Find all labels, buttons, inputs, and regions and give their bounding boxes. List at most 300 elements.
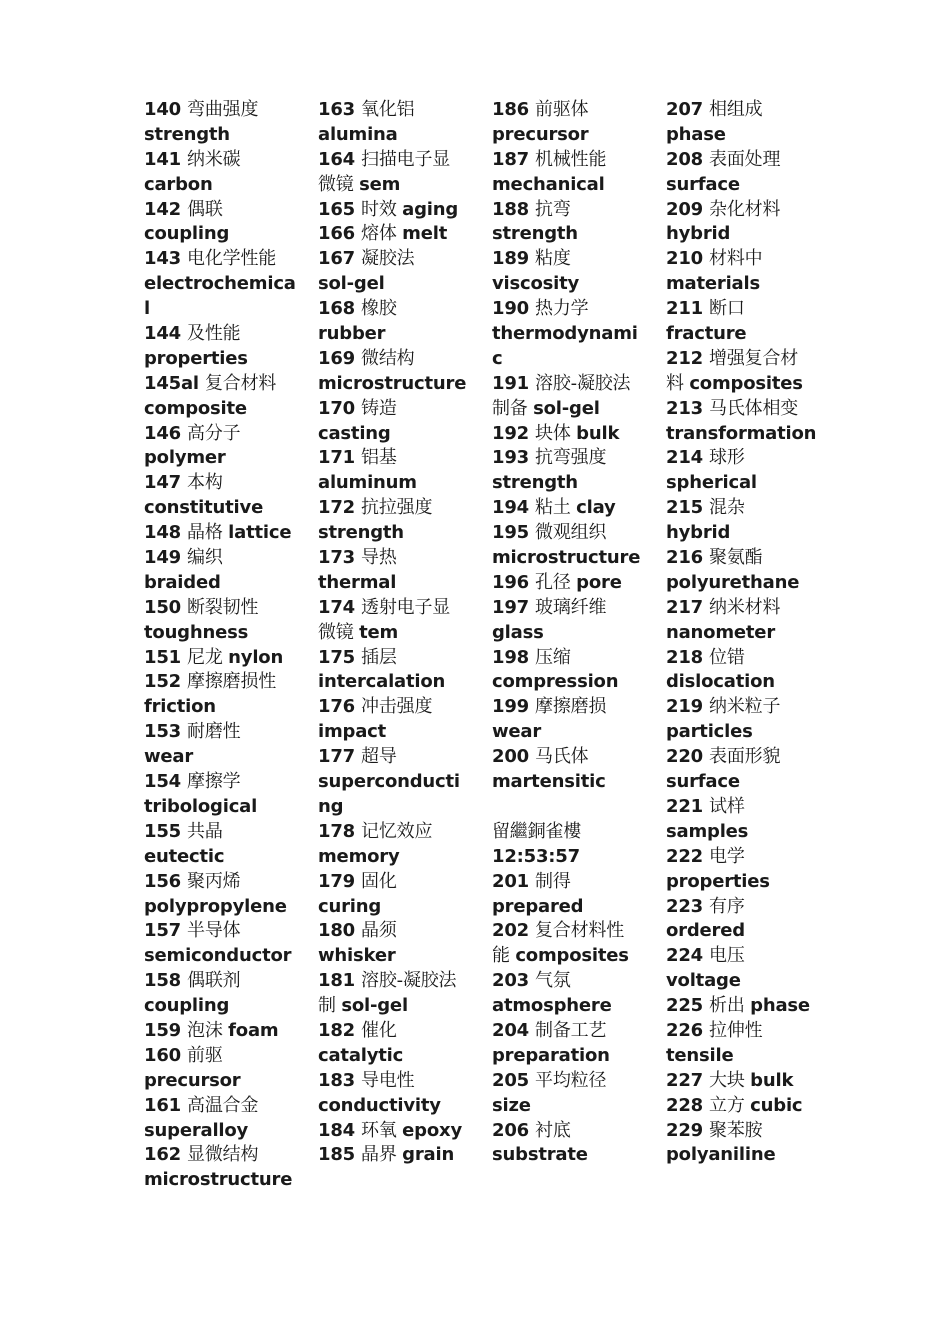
glossary-line bbox=[144, 670, 316, 695]
glossary-line bbox=[666, 820, 838, 845]
glossary-line bbox=[666, 795, 838, 820]
term-bold-text: 148 bbox=[144, 522, 188, 544]
term-bold-text: bulk bbox=[576, 422, 620, 444]
glossary-column-3 bbox=[492, 98, 664, 1168]
term-bold-text: 207 bbox=[666, 99, 710, 120]
term-bold-text: 159 bbox=[144, 1019, 188, 1041]
glossary-line bbox=[666, 173, 838, 198]
term-bold-text: 172 bbox=[318, 497, 362, 519]
term-text: 平均粒径 bbox=[535, 1069, 607, 1091]
glossary-line bbox=[492, 446, 664, 471]
term-bold-text: 158 bbox=[144, 970, 188, 992]
glossary-line bbox=[492, 496, 664, 521]
glossary-line bbox=[666, 198, 838, 223]
term-bold-text: 149 bbox=[144, 547, 188, 569]
term-bold-text: memory bbox=[318, 845, 400, 867]
term-text: 压缩 bbox=[535, 646, 571, 668]
term-bold-text: c bbox=[492, 347, 503, 369]
term-text: 弯曲强度 bbox=[187, 99, 259, 120]
glossary-line bbox=[492, 770, 664, 795]
glossary-line bbox=[144, 944, 316, 969]
term-bold-text: 165 bbox=[318, 198, 362, 220]
term-bold-text: 223 bbox=[666, 895, 710, 917]
term-bold-text: 190 bbox=[492, 298, 536, 320]
term-text: 前驱体 bbox=[535, 99, 589, 120]
term-text: 微结构 bbox=[361, 347, 415, 369]
term-bold-text: coupling bbox=[144, 223, 230, 245]
glossary-line bbox=[666, 247, 838, 272]
term-text: 溶胶-凝胶法 bbox=[361, 970, 457, 992]
term-bold-text: 144 bbox=[144, 323, 188, 345]
glossary-line bbox=[144, 546, 316, 571]
glossary-line bbox=[318, 571, 490, 596]
term-text: 纳米粒子 bbox=[709, 696, 781, 718]
glossary-line bbox=[318, 1119, 490, 1144]
term-text: 粘度 bbox=[535, 248, 571, 270]
term-bold-text: 191 bbox=[492, 372, 536, 394]
glossary-line bbox=[318, 1044, 490, 1069]
glossary-line bbox=[492, 1119, 664, 1144]
term-bold-text: 212 bbox=[666, 347, 710, 369]
glossary-line bbox=[492, 123, 664, 148]
glossary-line bbox=[666, 521, 838, 546]
term-bold-text: 152 bbox=[144, 671, 188, 693]
term-text: 能 bbox=[492, 945, 516, 967]
term-bold-text: properties bbox=[666, 870, 770, 892]
term-bold-text: viscosity bbox=[492, 273, 580, 295]
term-text: 晶界 bbox=[361, 1144, 403, 1166]
term-text: 复合材料性 bbox=[535, 920, 625, 942]
term-text: 热力学 bbox=[535, 298, 589, 320]
term-bold-text: 182 bbox=[318, 1019, 362, 1041]
term-text: 制备工艺 bbox=[535, 1019, 607, 1041]
term-bold-text: coupling bbox=[144, 995, 230, 1017]
glossary-line bbox=[492, 745, 664, 770]
term-bold-text: 162 bbox=[144, 1144, 188, 1166]
glossary-line bbox=[144, 695, 316, 720]
term-bold-text: conductivity bbox=[318, 1094, 441, 1116]
term-text: 及性能 bbox=[187, 323, 241, 345]
term-bold-text: casting bbox=[318, 422, 391, 444]
glossary-line bbox=[666, 446, 838, 471]
term-bold-text: tem bbox=[359, 621, 399, 643]
term-text: 微镜 bbox=[318, 621, 360, 643]
glossary-line bbox=[318, 521, 490, 546]
term-bold-text: curing bbox=[318, 895, 382, 917]
glossary-line bbox=[144, 994, 316, 1019]
glossary-line bbox=[318, 596, 490, 621]
term-text: 催化 bbox=[361, 1019, 397, 1041]
glossary-line bbox=[318, 471, 490, 496]
glossary-line bbox=[666, 1094, 838, 1119]
glossary-line bbox=[318, 1094, 490, 1119]
glossary-line bbox=[666, 695, 838, 720]
term-bold-text: voltage bbox=[666, 970, 741, 992]
glossary-line bbox=[318, 919, 490, 944]
term-bold-text: hybrid bbox=[666, 522, 731, 544]
term-bold-text: atmosphere bbox=[492, 995, 612, 1017]
term-bold-text: friction bbox=[144, 696, 216, 718]
glossary-line bbox=[144, 646, 316, 671]
term-bold-text: 195 bbox=[492, 522, 536, 544]
glossary-line bbox=[144, 98, 316, 123]
term-text: 玻璃纤维 bbox=[535, 596, 607, 618]
glossary-line bbox=[666, 496, 838, 521]
term-bold-text: compression bbox=[492, 671, 619, 693]
glossary-line bbox=[492, 670, 664, 695]
term-text: 电化学性能 bbox=[187, 248, 277, 270]
term-bold-text: 206 bbox=[492, 1119, 536, 1141]
glossary-line bbox=[666, 845, 838, 870]
glossary-line bbox=[666, 222, 838, 247]
glossary-line bbox=[144, 1143, 316, 1168]
term-text: 凝胶法 bbox=[361, 248, 415, 270]
term-bold-text: 215 bbox=[666, 497, 710, 519]
term-text: 拉伸性 bbox=[709, 1019, 763, 1041]
term-text: 扫描电子显 bbox=[361, 148, 451, 170]
glossary-line bbox=[666, 720, 838, 745]
term-text: 氧化铝 bbox=[361, 99, 415, 120]
term-bold-text: nanometer bbox=[666, 621, 775, 643]
glossary-line bbox=[144, 322, 316, 347]
term-text: 抗弯强度 bbox=[535, 447, 607, 469]
term-bold-text: 214 bbox=[666, 447, 710, 469]
glossary-line bbox=[144, 820, 316, 845]
glossary-line bbox=[144, 173, 316, 198]
glossary-line bbox=[144, 596, 316, 621]
term-text: 半导体 bbox=[187, 920, 241, 942]
term-bold-text: 229 bbox=[666, 1119, 710, 1141]
glossary-column-4 bbox=[666, 98, 838, 1168]
term-bold-text: ordered bbox=[666, 920, 745, 942]
term-bold-text: superconducti bbox=[318, 771, 460, 793]
glossary-line bbox=[492, 397, 664, 422]
term-text: 摩擦磨损性 bbox=[187, 671, 277, 693]
term-text: 固化 bbox=[361, 870, 397, 892]
glossary-line bbox=[666, 994, 838, 1019]
term-text: 球形 bbox=[709, 447, 745, 469]
glossary-line bbox=[318, 397, 490, 422]
glossary-line bbox=[318, 272, 490, 297]
term-bold-text: substrate bbox=[492, 1144, 588, 1166]
term-bold-text: 185 bbox=[318, 1144, 362, 1166]
term-text: 偶联剂 bbox=[187, 970, 241, 992]
term-bold-text: 199 bbox=[492, 696, 536, 718]
term-bold-text: glass bbox=[492, 621, 544, 643]
glossary-line bbox=[492, 1143, 664, 1168]
term-bold-text: 210 bbox=[666, 248, 710, 270]
glossary-line bbox=[492, 571, 664, 596]
term-bold-text: superalloy bbox=[144, 1119, 249, 1141]
glossary-line bbox=[492, 1044, 664, 1069]
term-bold-text: pore bbox=[576, 571, 622, 593]
glossary-line bbox=[144, 895, 316, 920]
glossary-line bbox=[666, 670, 838, 695]
term-bold-text: materials bbox=[666, 273, 760, 295]
term-bold-text: 189 bbox=[492, 248, 536, 270]
glossary-line bbox=[492, 322, 664, 347]
term-bold-text: thermodynami bbox=[492, 323, 638, 345]
glossary-line bbox=[318, 969, 490, 994]
glossary-line bbox=[492, 546, 664, 571]
glossary-line bbox=[492, 272, 664, 297]
term-bold-text: 216 bbox=[666, 547, 710, 569]
term-bold-text: 226 bbox=[666, 1019, 710, 1041]
glossary-line bbox=[492, 297, 664, 322]
glossary-line bbox=[318, 446, 490, 471]
term-text: 块体 bbox=[535, 422, 577, 444]
glossary-column-1 bbox=[144, 98, 316, 1193]
term-bold-text: grain bbox=[402, 1144, 455, 1166]
term-bold-text: martensitic bbox=[492, 771, 606, 793]
term-text: 表面形貌 bbox=[709, 746, 781, 768]
term-text: 断口 bbox=[709, 298, 745, 320]
glossary-line bbox=[666, 546, 838, 571]
glossary-line bbox=[666, 471, 838, 496]
term-bold-text: 194 bbox=[492, 497, 536, 519]
glossary-line bbox=[666, 870, 838, 895]
term-bold-text: sem bbox=[359, 173, 401, 195]
glossary-line bbox=[666, 372, 838, 397]
term-bold-text: 153 bbox=[144, 721, 188, 743]
term-bold-text: 186 bbox=[492, 99, 536, 120]
term-bold-text: strength bbox=[492, 223, 578, 245]
term-bold-text: 203 bbox=[492, 970, 536, 992]
term-bold-text: 168 bbox=[318, 298, 362, 320]
term-bold-text: 146 bbox=[144, 422, 188, 444]
glossary-line bbox=[492, 895, 664, 920]
term-bold-text: 140 bbox=[144, 99, 188, 120]
glossary-line bbox=[492, 969, 664, 994]
term-text: 断裂韧性 bbox=[187, 596, 259, 618]
glossary-line bbox=[318, 496, 490, 521]
glossary-line bbox=[318, 670, 490, 695]
glossary-line bbox=[492, 247, 664, 272]
term-bold-text: strength bbox=[492, 472, 578, 494]
term-bold-text: 155 bbox=[144, 820, 188, 842]
term-bold-text: dislocation bbox=[666, 671, 775, 693]
term-text: 材料中 bbox=[709, 248, 763, 270]
term-bold-text: semiconductor bbox=[144, 945, 292, 967]
term-bold-text: thermal bbox=[318, 571, 397, 593]
glossary-line bbox=[666, 297, 838, 322]
term-bold-text: tensile bbox=[666, 1044, 734, 1066]
term-bold-text: epoxy bbox=[402, 1119, 462, 1141]
term-bold-text: 178 bbox=[318, 820, 362, 842]
term-text: 试样 bbox=[709, 795, 745, 817]
glossary-line bbox=[318, 1019, 490, 1044]
glossary-line bbox=[492, 845, 664, 870]
term-text: 导热 bbox=[361, 547, 397, 569]
glossary-line bbox=[492, 621, 664, 646]
glossary-line bbox=[666, 322, 838, 347]
term-text: 记忆效应 bbox=[361, 820, 433, 842]
term-text: 机械性能 bbox=[535, 148, 607, 170]
term-bold-text: 151 bbox=[144, 646, 188, 668]
glossary-line bbox=[318, 347, 490, 372]
glossary-line bbox=[318, 820, 490, 845]
term-bold-text: 174 bbox=[318, 596, 362, 618]
term-bold-text: samples bbox=[666, 820, 749, 842]
term-bold-text: polymer bbox=[144, 447, 226, 469]
term-bold-text: 225 bbox=[666, 995, 710, 1017]
term-bold-text: 173 bbox=[318, 547, 362, 569]
term-bold-text: strength bbox=[318, 522, 404, 544]
glossary-line bbox=[144, 621, 316, 646]
glossary-line bbox=[144, 297, 316, 322]
glossary-line bbox=[492, 695, 664, 720]
term-bold-text: 219 bbox=[666, 696, 710, 718]
term-text: 聚氨酯 bbox=[709, 547, 763, 569]
term-text: 耐磨性 bbox=[187, 721, 241, 743]
term-bold-text: aluminum bbox=[318, 472, 417, 494]
term-bold-text: polypropylene bbox=[144, 895, 287, 917]
glossary-line bbox=[144, 1168, 316, 1193]
term-bold-text: 145al bbox=[144, 372, 205, 394]
term-bold-text: 218 bbox=[666, 646, 710, 668]
term-bold-text: 200 bbox=[492, 746, 536, 768]
term-bold-text: surface bbox=[666, 173, 740, 195]
glossary-line bbox=[144, 521, 316, 546]
term-bold-text: 180 bbox=[318, 920, 362, 942]
glossary-line bbox=[492, 98, 664, 123]
term-bold-text: strength bbox=[144, 123, 230, 145]
glossary-line bbox=[492, 646, 664, 671]
term-bold-text: 183 bbox=[318, 1069, 362, 1091]
glossary-line bbox=[318, 1069, 490, 1094]
term-bold-text: 227 bbox=[666, 1069, 710, 1091]
glossary-line bbox=[492, 720, 664, 745]
term-text: 纳米碳 bbox=[187, 148, 241, 170]
term-text: 孔径 bbox=[535, 571, 577, 593]
term-bold-text: bulk bbox=[750, 1069, 794, 1091]
term-text: 插层 bbox=[361, 646, 397, 668]
term-bold-text: 171 bbox=[318, 447, 362, 469]
term-bold-text: cubic bbox=[750, 1094, 803, 1116]
glossary-line bbox=[144, 1069, 316, 1094]
term-bold-text: 170 bbox=[318, 397, 362, 419]
term-bold-text: microstructure bbox=[144, 1169, 293, 1191]
glossary-line bbox=[492, 1019, 664, 1044]
term-bold-text: 202 bbox=[492, 920, 536, 942]
term-bold-text: lattice bbox=[228, 522, 292, 544]
term-text: 铸造 bbox=[361, 397, 397, 419]
term-bold-text: sol-gel bbox=[533, 397, 600, 419]
term-text: 聚苯胺 bbox=[709, 1119, 763, 1141]
term-text: 晶须 bbox=[361, 920, 397, 942]
term-bold-text: whisker bbox=[318, 945, 396, 967]
term-bold-text: wear bbox=[144, 746, 194, 768]
term-bold-text: preparation bbox=[492, 1044, 610, 1066]
term-bold-text: phase bbox=[750, 995, 810, 1017]
glossary-line bbox=[492, 148, 664, 173]
glossary-line bbox=[318, 123, 490, 148]
term-bold-text: toughness bbox=[144, 621, 249, 643]
term-bold-text: 167 bbox=[318, 248, 362, 270]
term-bold-text: 166 bbox=[318, 223, 362, 245]
glossary-line bbox=[492, 222, 664, 247]
term-bold-text: impact bbox=[318, 721, 387, 743]
glossary-line bbox=[318, 322, 490, 347]
term-text: 高温合金 bbox=[187, 1094, 259, 1116]
term-text: 溶胶-凝胶法 bbox=[535, 372, 631, 394]
term-text: 摩擦磨损 bbox=[535, 696, 607, 718]
term-bold-text: eutectic bbox=[144, 845, 225, 867]
glossary-line bbox=[144, 845, 316, 870]
glossary-line bbox=[144, 720, 316, 745]
term-bold-text: intercalation bbox=[318, 671, 446, 693]
term-bold-text: hybrid bbox=[666, 223, 731, 245]
glossary-line bbox=[144, 571, 316, 596]
term-bold-text: 175 bbox=[318, 646, 362, 668]
term-text: 衬底 bbox=[535, 1119, 571, 1141]
glossary-line bbox=[492, 820, 664, 845]
glossary-line bbox=[492, 596, 664, 621]
glossary-line bbox=[144, 969, 316, 994]
glossary-line bbox=[318, 98, 490, 123]
term-bold-text: 164 bbox=[318, 148, 362, 170]
term-bold-text: 157 bbox=[144, 920, 188, 942]
term-bold-text: rubber bbox=[318, 323, 386, 345]
glossary-line bbox=[318, 695, 490, 720]
term-text: 抗弯 bbox=[535, 198, 571, 220]
term-bold-text: 177 bbox=[318, 746, 362, 768]
term-text: 本构 bbox=[187, 472, 223, 494]
glossary-line bbox=[318, 845, 490, 870]
term-bold-text: 150 bbox=[144, 596, 188, 618]
glossary-line bbox=[666, 646, 838, 671]
glossary-line bbox=[492, 1069, 664, 1094]
term-bold-text: 147 bbox=[144, 472, 188, 494]
term-bold-text: ng bbox=[318, 795, 344, 817]
term-text: 熔体 bbox=[361, 223, 403, 245]
term-bold-text: carbon bbox=[144, 173, 213, 195]
term-bold-text: 143 bbox=[144, 248, 188, 270]
term-text: 相组成 bbox=[709, 99, 763, 120]
glossary-line bbox=[318, 372, 490, 397]
term-text: 摩擦学 bbox=[187, 771, 241, 793]
glossary-line bbox=[666, 895, 838, 920]
glossary-line bbox=[666, 1044, 838, 1069]
glossary-line bbox=[492, 994, 664, 1019]
term-text: 微观组织 bbox=[535, 522, 607, 544]
term-bold-text: 192 bbox=[492, 422, 536, 444]
term-text: 复合材料 bbox=[204, 372, 277, 394]
term-bold-text: 160 bbox=[144, 1044, 188, 1066]
term-bold-text: 176 bbox=[318, 696, 362, 718]
term-bold-text: 179 bbox=[318, 870, 362, 892]
glossary-line bbox=[666, 1143, 838, 1168]
term-bold-text: 141 bbox=[144, 148, 188, 170]
term-bold-text: l bbox=[144, 298, 150, 320]
glossary-line bbox=[144, 372, 316, 397]
glossary-line bbox=[318, 745, 490, 770]
glossary-line bbox=[318, 720, 490, 745]
term-bold-text: microstructure bbox=[318, 372, 467, 394]
term-bold-text: 156 bbox=[144, 870, 188, 892]
term-bold-text: 205 bbox=[492, 1069, 536, 1091]
term-bold-text: 220 bbox=[666, 746, 710, 768]
term-text: 位错 bbox=[709, 646, 745, 668]
glossary-line bbox=[492, 870, 664, 895]
term-bold-text: foam bbox=[228, 1019, 279, 1041]
term-text: 聚丙烯 bbox=[187, 870, 241, 892]
term-text: 制 bbox=[318, 995, 342, 1017]
term-text: 时效 bbox=[361, 198, 403, 220]
glossary-line bbox=[318, 646, 490, 671]
term-text: 环氧 bbox=[361, 1119, 403, 1141]
term-bold-text: prepared bbox=[492, 895, 584, 917]
